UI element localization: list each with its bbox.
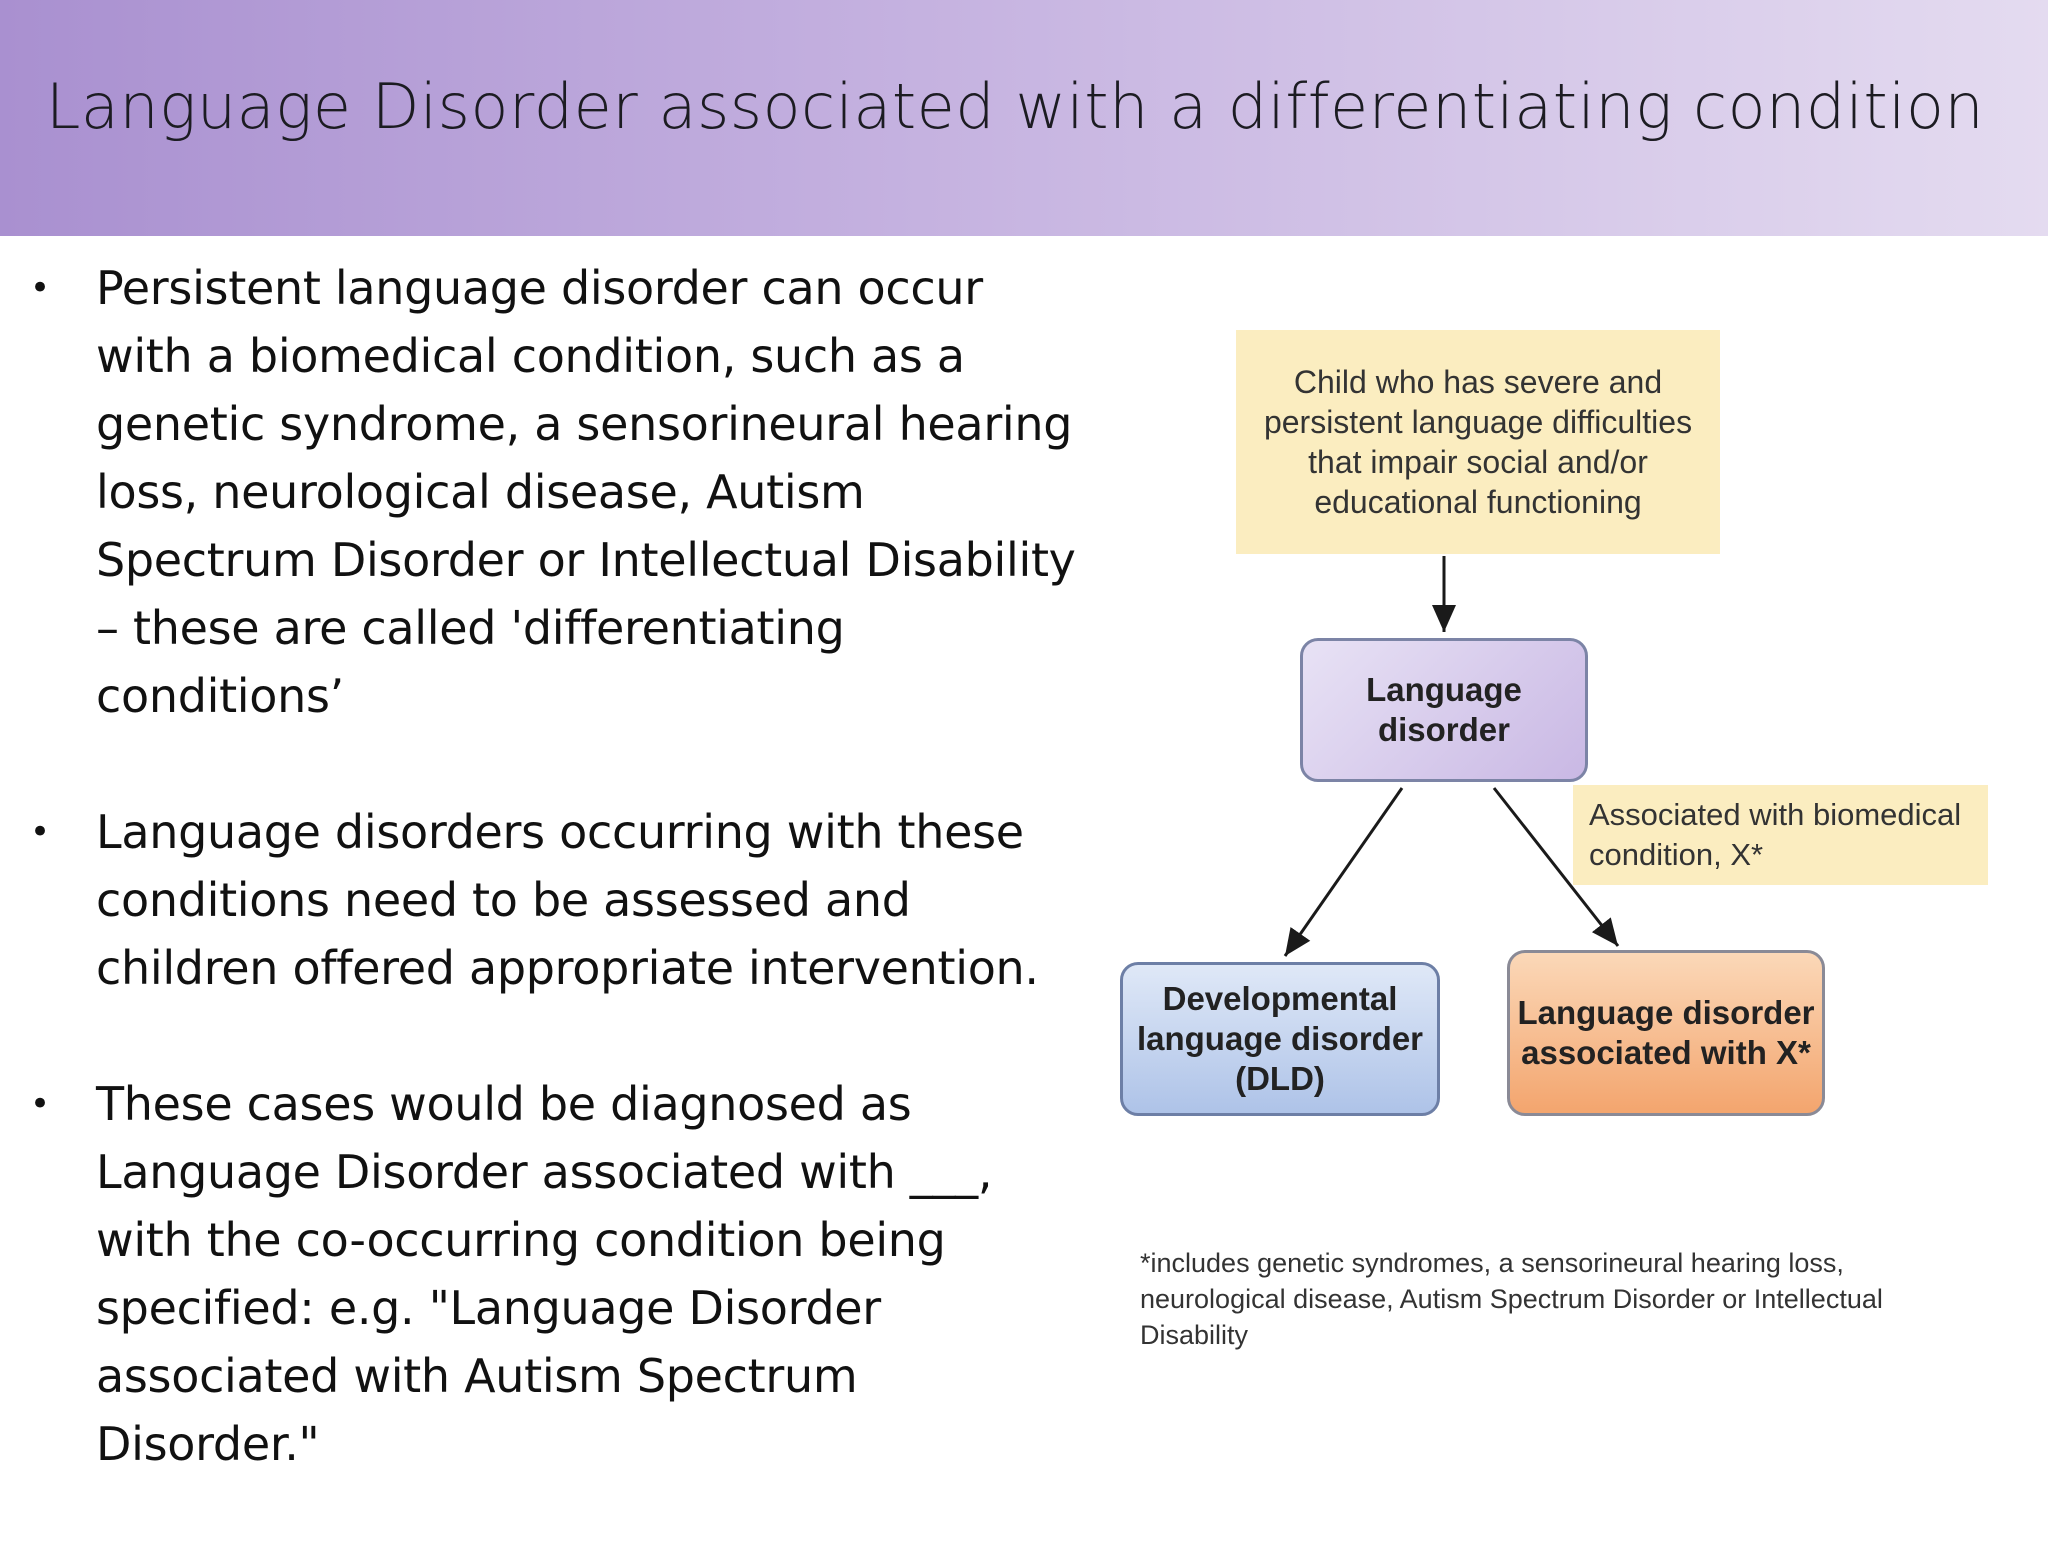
node-label: Language disorder bbox=[1366, 671, 1522, 748]
arrow-language-disorder-to-dld bbox=[1285, 788, 1402, 956]
node-dld bbox=[1120, 962, 1440, 1116]
node-child-severe-difficulties bbox=[1236, 330, 1720, 554]
bullet-text: Persistent language disorder can occur with a biomedical condition, such as a genetic syndrome, a sensorineural hearing loss, neurological disease, Autism Spectrum Disorder or Intellectual Disability – these are called 'differentiating conditions’ bbox=[96, 261, 1076, 723]
bullet-item bbox=[30, 1070, 1090, 1478]
node-label: Language disorder associated with X* bbox=[1517, 994, 1815, 1071]
bullet-item bbox=[30, 254, 1090, 730]
bullet-marker: • bbox=[30, 268, 51, 308]
bullet-marker: • bbox=[30, 1084, 51, 1124]
edge-label-biomedical-condition bbox=[1573, 785, 1988, 885]
node-language-disorder-associated-with-x bbox=[1507, 950, 1825, 1116]
flow-diagram bbox=[1105, 240, 2025, 1500]
node-language-disorder bbox=[1300, 638, 1588, 782]
bullet-item bbox=[30, 798, 1090, 1002]
bullet-text: Language disorders occurring with these conditions need to be assessed and children offered appropriate intervention. bbox=[96, 805, 1039, 995]
edge-label-text: Associated with biomedical condition, X* bbox=[1589, 797, 1962, 872]
bullet-marker: • bbox=[30, 812, 51, 852]
diagram-footnote: *includes genetic syndromes, a sensorineural hearing loss, neurological disease, Autism Spectrum Disorder or Intellectual Disability bbox=[1140, 1248, 1883, 1350]
node-label: Child who has severe and persistent language difficulties that impair social and/or educational functioning bbox=[1263, 364, 1693, 520]
bullet-list bbox=[30, 254, 1090, 1546]
slide-title: Language Disorder associated with a differentiating condition bbox=[45, 70, 1985, 143]
node-label: Developmental language disorder (DLD) bbox=[1136, 980, 1424, 1097]
bullet-text: These cases would be diagnosed as Language Disorder associated with ___, with the co-occurring condition being specified: e.g. "Language Disorder associated with Autism Spectrum Disorder." bbox=[96, 1077, 993, 1471]
title-banner bbox=[0, 0, 2048, 236]
